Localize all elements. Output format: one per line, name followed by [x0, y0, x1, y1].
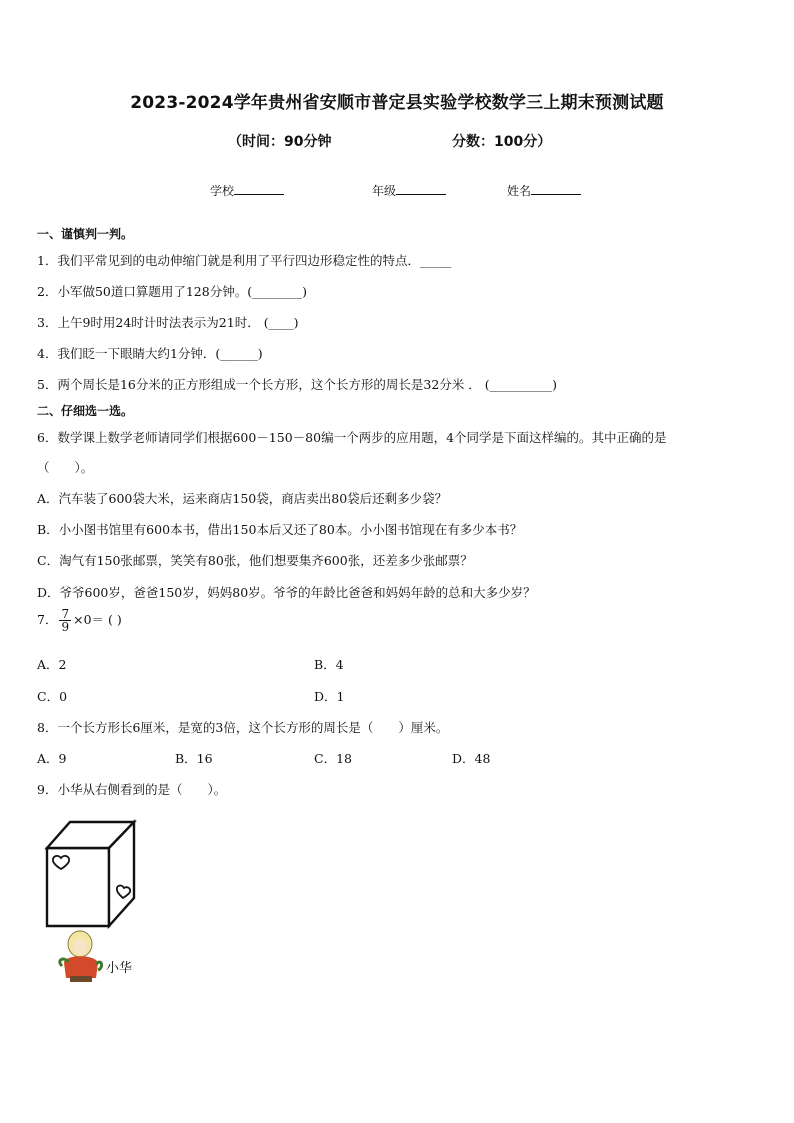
question-9: 9．小华从右侧看到的是（ ）。 [37, 782, 227, 797]
question-8-option-d: D．48 [452, 751, 491, 766]
grade-label: 年级 [372, 184, 397, 198]
question-7-option-c: C．0 [37, 689, 68, 704]
question-6-blank: （ ）。 [37, 460, 94, 475]
child-body [64, 956, 98, 978]
question-7 [37, 608, 122, 633]
figure-label: 小华 [106, 961, 133, 976]
fraction-numerator: 7 [61, 607, 70, 621]
exam-time: （时间：90分钟 [228, 134, 332, 150]
question-8-option-a: A．9 [37, 751, 67, 766]
question-7-option-d: D．1 [314, 689, 345, 704]
grade-blank [396, 183, 446, 195]
question-6-option-d: D．爷爷600岁，爸爸150岁，妈妈80岁。爷爷的年龄比爸爸和妈妈年龄的总和大多少岁？ [37, 585, 536, 600]
question-5: 5．两个周长是16分米的正方形组成一个长方形，这个长方形的周长是32分米 ． (__________) [37, 377, 557, 392]
question-7-prefix: 7． [37, 612, 58, 627]
question-8-option-c: C．18 [314, 751, 352, 766]
child-legs [70, 976, 92, 982]
question-6-option-c: C．淘气有150张邮票，笑笑有80张，他们想要集齐600张，还差多少张邮票？ [37, 553, 473, 568]
name-label: 姓名 [507, 184, 532, 198]
question-4: 4．我们眨一下眼睛大约1分钟．(______) [37, 346, 263, 361]
name-field [507, 182, 581, 199]
name-blank [531, 183, 581, 195]
grade-field [372, 182, 446, 199]
exam-score: 分数：100分） [452, 134, 552, 150]
question-1: 1．我们平常见到的电动伸缩门就是利用了平行四边形稳定性的特点．_____ [37, 253, 452, 268]
exam-title: 2023-2024学年贵州省安顺市普定县实验学校数学三上期末预测试题 [130, 93, 664, 113]
school-label: 学校 [210, 184, 235, 198]
question-8-option-b: B．16 [175, 751, 213, 766]
school-field [210, 182, 284, 199]
cube-front-face [47, 848, 109, 926]
question-7-option-b: B．4 [314, 657, 344, 672]
fraction [59, 608, 71, 633]
question-7-suffix: ×0＝ ( ) [73, 612, 122, 627]
question-3: 3．上午9时用24时计时法表示为21时． (____) [37, 315, 299, 330]
section-choose: 二、仔细选一选。 [37, 404, 134, 418]
question-6-option-a: A．汽车装了600袋大米，运来商店150袋，商店卖出80袋后还剩多少袋？ [37, 491, 448, 506]
question-6: 6．数学课上数学老师请同学们根据600－150－80编一个两步的应用题，4个同学是下面这样编的。其中正确的是 [37, 430, 667, 445]
question-7-option-a: A．2 [37, 657, 67, 672]
question-8: 8．一个长方形长6厘米，是宽的3倍，这个长方形的周长是（ ）厘米。 [37, 720, 449, 735]
fraction-denominator: 9 [61, 620, 70, 634]
child-figure [60, 931, 102, 982]
child-face [73, 939, 87, 955]
question-2: 2．小军做50道口算题用了128分钟。(________) [37, 284, 307, 299]
section-judge: 一、谨慎判一判。 [37, 227, 134, 241]
question-6-option-b: B．小小图书馆里有600本书，借出150本后又还了80本。小小图书馆现在有多少本书？ [37, 522, 523, 537]
school-blank [234, 183, 284, 195]
